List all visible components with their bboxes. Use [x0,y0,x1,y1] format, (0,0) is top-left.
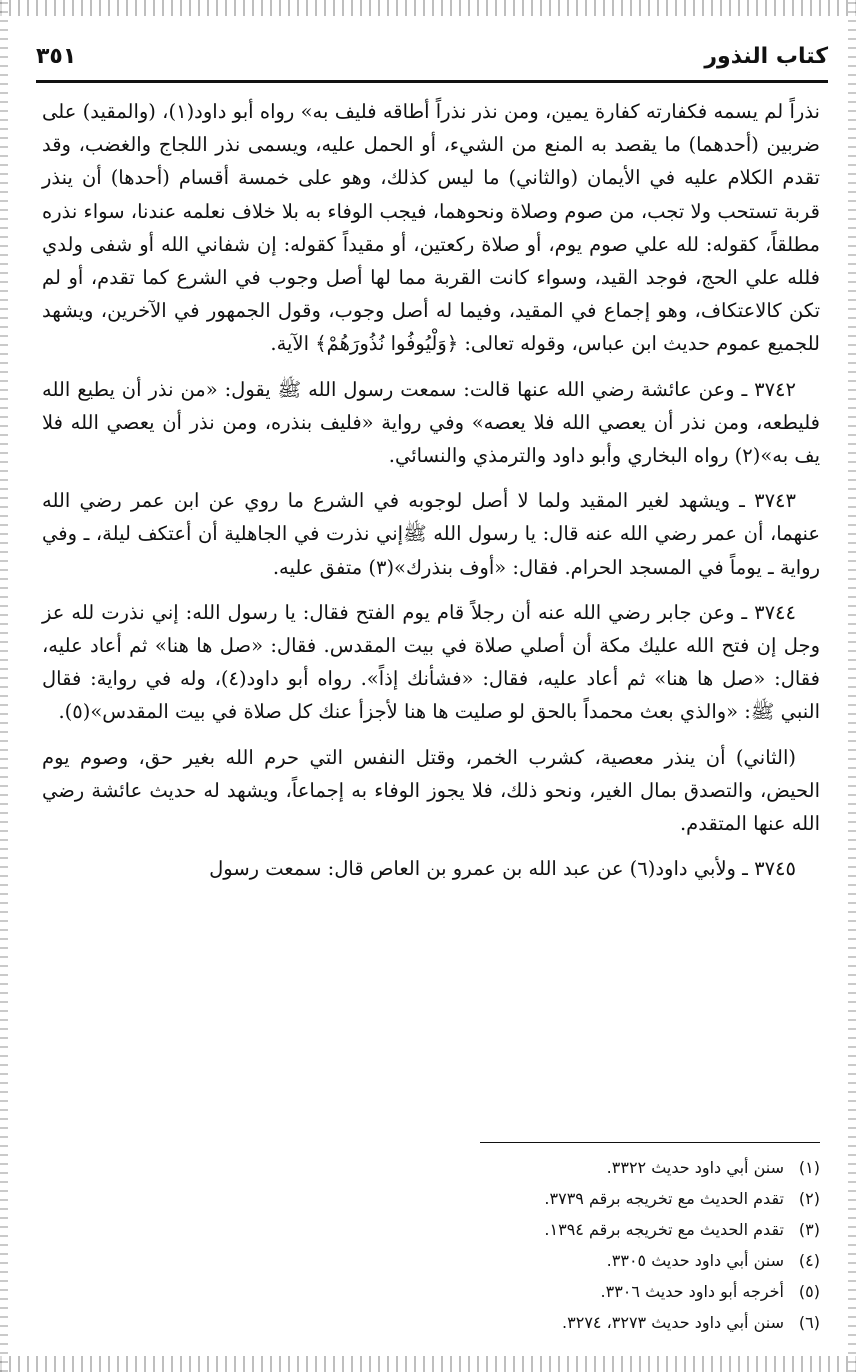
decorative-border-top [0,0,856,16]
paragraph: ٣٧٤٥ ـ ولأبي داود(٦) عن عبد الله بن عمرو بن العاص قال: سمعت رسول [209,857,796,881]
footnote [300,1245,820,1276]
decorative-border-right [848,0,856,1372]
footnote [300,1307,820,1338]
footnote-number: (٦) [798,1313,820,1332]
footnote-text: تقدم الحديث مع تخريجه برقم ١٣٩٤. [544,1220,784,1239]
paragraph: ٣٧٤٣ ـ ويشهد لغير المقيد ولما لا أصل لوجوبه في الشرع ما روي عن ابن عمر رضي الله عنهما، أن عمر رضي الله عنه قال: يا رسول الله ﷺإني نذرت في الجاهلية أن أعتكف ليلة، ـ وفي رواية ـ يوماً في المسجد الحرام. فقال: «أوف بنذرك»(٣) متفق عليه. [42,489,820,579]
paragraph: (الثاني) أن ينذر معصية، كشرب الخمر، وقتل النفس التي حرم الله بغير حق، وصوم يوم الحيض، والتصدق بمال الغير، ونحو ذلك، فلا يجوز الوفاء به إجماعاً، ويشهد له حديث عائشة رضي الله عنها المتقدم. [42,745,820,836]
page-number: ٣٥١ [36,44,77,69]
footnote-separator [480,1142,820,1143]
footnote-number: (٣) [798,1220,820,1239]
footnote-text: أخرجه أبو داود حديث ٣٣٠٦. [600,1282,784,1301]
footnote [300,1183,820,1214]
footnote-text: سنن أبي داود حديث ٣٣٠٥. [606,1251,784,1270]
footnote-text: سنن أبي داود حديث ٣٣٢٢. [606,1158,784,1177]
footnote-number: (١) [798,1158,820,1177]
main-text [42,95,820,897]
footnote [300,1152,820,1183]
paragraph: نذراً لم يسمه فكفارته كفارة يمين، ومن نذر نذراً أطاقه فليف به» رواه أبو داود(١)، (والمقيد) على ضربين (أحدهما) ما يقصد به المنع من الشيء، أو الحمل عليه، ويسمى نذر اللجاج والغضب، وقد تقدم الكلام عليه في الأيمان (والثاني) ما ليس كذلك، وهو على خمسة أقسام (أحدها) أن ينذر قربة تستحب ولا تجب، من صوم وصلاة ونحوهما، فيجب الوفاء به بلا خلاف نعلمه عندنا، سواء نذره مطلقاً، كقوله: لله علي صوم يوم، أو صلاة ركعتين، أو مقيداً كقوله: إن شفاني الله أو شفى ولدي فلله علي الحج، فوجد القيد، وسواء كانت القربة مما لها أصل وجوب في الشرع كما تقدم، أو لم تكن كالاعتكاف، وهو إجماع في المقيد، وفيما له أصل وجوب، وقول الجمهور في الآخرين، ويشهد للجميع عموم حديث ابن عباس، وقوله تعالى: ﴿وَلْيُوفُوا نُذُورَهُمْ﴾ الآية. [42,100,820,356]
paragraph: ٣٧٤٢ ـ وعن عائشة رضي الله عنها قالت: سمعت رسول الله ﷺ يقول: «من نذر أن يطيع الله فليطعه، ومن نذر أن يعصي الله فلا يعصه» وفي رواية «فليف بنذره، ومن نذر أن يعصي الله فلا يف به»(٢) رواه البخاري وأبو داود والترمذي والنسائي. [42,377,820,468]
footnote-number: (٢) [798,1189,820,1208]
footnote-text: تقدم الحديث مع تخريجه برقم ٣٧٣٩. [544,1189,784,1208]
footnote-text: سنن أبي داود حديث ٣٢٧٣، ٣٢٧٤. [562,1313,784,1332]
header-rule [36,80,828,83]
footnote-number: (٤) [798,1251,820,1270]
footnote-number: (٥) [798,1282,820,1301]
decorative-border-bottom [0,1356,856,1372]
footnote [300,1276,820,1307]
footnote [300,1214,820,1245]
footnotes [300,1152,820,1338]
running-header [36,42,828,82]
decorative-border-left [0,0,8,1372]
paragraph: ٣٧٤٤ ـ وعن جابر رضي الله عنه أن رجلاً قام يوم الفتح فقال: يا رسول الله: إني نذرت لله عز وجل إن فتح الله عليك مكة أن أصلي صلاة في بيت المقدس. فقال: «صل ها هنا» ثم أعاد عليه، فقال: «صل ها هنا» ثم أعاد عليه، فقال: «فشأنك إذاً». رواه أبو داود(٤)، وله في رواية: فقال النبي ﷺ: «والذي بعث محمداً بالحق لو صليت ها هنا لأجزأ عنك كل صلاة في بيت المقدس»(٥). [42,600,820,724]
chapter-title: كتاب النذور [704,44,828,69]
